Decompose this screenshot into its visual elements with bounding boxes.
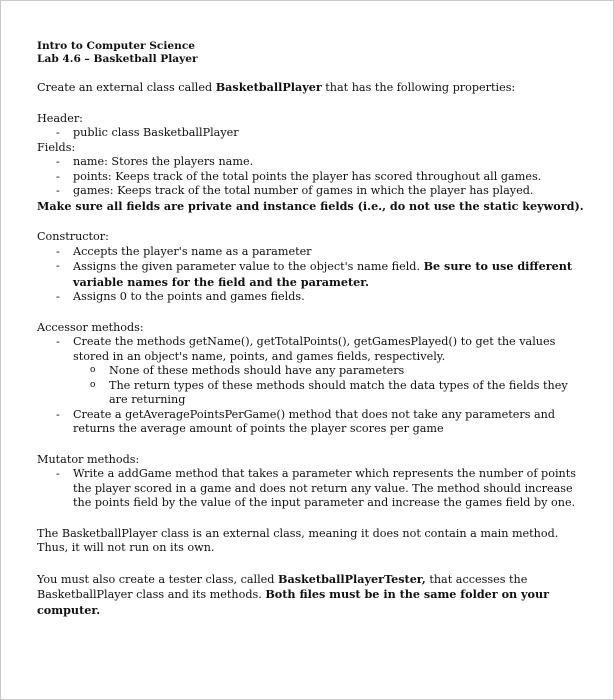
- fields-note-text: Make sure all fields are private and instance fields (i.e., do not use the static keyword).: [37, 198, 584, 213]
- constructor-item-2-text: Assigns the given parameter value to the object's name field.: [73, 260, 424, 273]
- field-item-points: - points: Keeps track of the total points the player has scored throughout all games.: [37, 170, 585, 185]
- accessor-item-2: - Create a getAveragePointsPerGame() method that does not take any parameters and returns the average amount of points the player scores per game: [37, 408, 585, 437]
- accessor-list: [37, 335, 585, 437]
- constructor-item-1: - Accepts the player's name as a parameter: [37, 245, 585, 260]
- accessor-item-1: [37, 335, 585, 408]
- constructor-item-2: [37, 259, 585, 290]
- constructor-list: [37, 245, 585, 305]
- mutator-list: [37, 467, 585, 511]
- intro-paragraph: [37, 80, 585, 96]
- tester-note-middle: that accesses the BasketballPlayer class and its methods.: [37, 572, 528, 601]
- mutator-label: Mutator methods:: [37, 452, 140, 466]
- header-list: [37, 126, 585, 141]
- field-item-games: - games: Keeps track of the total number of games in which the player has played.: [37, 184, 585, 199]
- accessor-subitem-2: o The return types of these methods should match the data types of the fields they are returning: [73, 379, 585, 408]
- tester-note-prefix: You must also create a tester class, called: [37, 572, 279, 586]
- lab-title: Lab 4.6 – Basketball Player: [37, 53, 198, 65]
- accessor-label: Accessor methods:: [37, 320, 144, 334]
- accessor-item-1-text: Create the methods getName(), getTotalPoints(), getGamesPlayed() to get the values stored in an object's name, points, and games fields, respectively.: [73, 335, 556, 363]
- accessor-subitem-1: o None of these methods should have any parameters: [73, 364, 585, 379]
- tester-note: [37, 572, 585, 619]
- course-title: Intro to Computer Science: [37, 40, 196, 52]
- tester-class-name: BasketballPlayerTester,: [278, 571, 426, 586]
- intro-prefix: Create an external class called: [37, 81, 216, 94]
- accessor-sublist: [73, 364, 585, 408]
- external-class-note: The BasketballPlayer class is an external class, meaning it does not contain a main method. Thus, it will not run on its own.: [37, 526, 559, 554]
- fields-note: [37, 199, 585, 215]
- fields-list: [37, 155, 585, 199]
- tester-note-bold: Both files must be in the same folder on your computer.: [37, 587, 550, 617]
- fields-label: Fields:: [37, 140, 76, 154]
- header-item: - public class BasketballPlayer: [37, 126, 585, 141]
- constructor-label: Constructor:: [37, 230, 109, 243]
- lab-document: [37, 40, 585, 618]
- constructor-item-2-bold: Be sure to use different variable names for the field and the parameter.: [73, 259, 573, 289]
- intro-suffix: that has the following properties:: [321, 81, 516, 94]
- mutator-item-1: - Write a addGame method that takes a parameter which represents the number of points the player scored in a game and does not return any value. The method should increase the points field by the value of the input parameter and increase the games field by one.: [37, 467, 585, 511]
- header-label: Header:: [37, 111, 83, 125]
- constructor-item-3: - Assigns 0 to the points and games fields.: [37, 290, 585, 305]
- intro-class-name: BasketballPlayer: [215, 80, 322, 94]
- field-item-name: - name: Stores the players name.: [37, 155, 585, 170]
